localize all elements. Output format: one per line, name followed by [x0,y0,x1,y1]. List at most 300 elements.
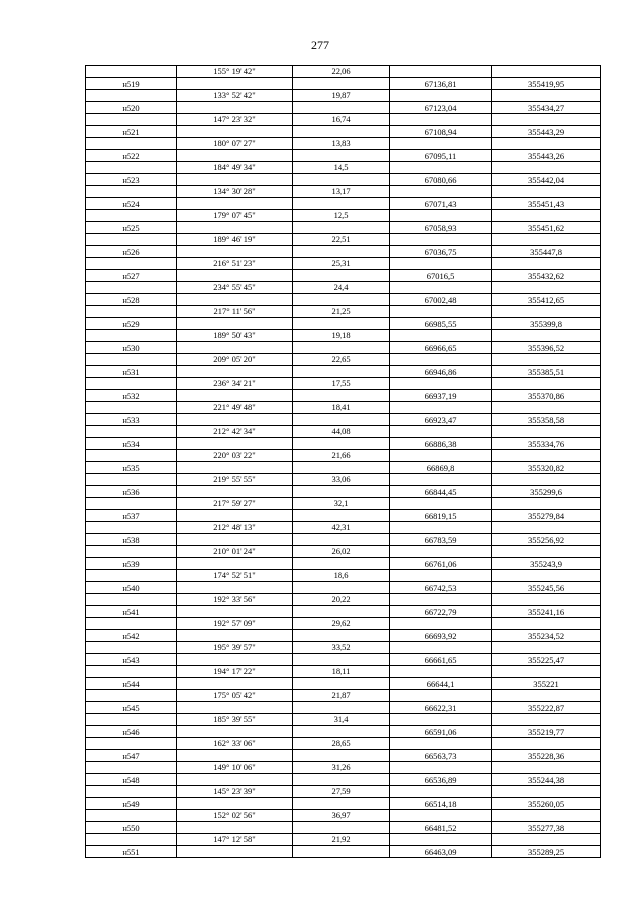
angle-cell [177,150,293,162]
distance-cell [293,150,390,162]
point-name-cell [86,258,177,270]
angle-cell: 155° 19' 42" [177,66,293,78]
y-coordinate-cell: 355256,92 [492,534,601,546]
x-coordinate-cell: 66966,65 [390,342,492,354]
y-coordinate-cell [492,522,601,534]
distance-cell: 21,87 [293,690,390,702]
y-coordinate-cell: 355243,9 [492,558,601,570]
segment-row [86,810,601,822]
angle-cell [177,606,293,618]
distance-cell: 32,1 [293,498,390,510]
y-coordinate-cell: 355432,62 [492,270,601,282]
y-coordinate-cell [492,378,601,390]
distance-cell [293,78,390,90]
y-coordinate-cell [492,162,601,174]
y-coordinate-cell [492,426,601,438]
distance-cell [293,270,390,282]
segment-row [86,474,601,486]
angle-cell [177,366,293,378]
angle-cell: 194° 17' 22" [177,666,293,678]
distance-cell [293,246,390,258]
distance-cell: 31,26 [293,762,390,774]
segment-row [86,330,601,342]
page-number: 277 [311,38,329,52]
x-coordinate-cell [390,234,492,246]
coordinates-table [85,65,601,858]
distance-cell: 22,65 [293,354,390,366]
y-coordinate-cell [492,66,601,78]
x-coordinate-cell [390,618,492,630]
point-name-cell [86,138,177,150]
segment-row [86,402,601,414]
point-name-cell: н528 [86,294,177,306]
y-coordinate-cell: 355451,43 [492,198,601,210]
y-coordinate-cell: 355299,6 [492,486,601,498]
point-name-cell [86,594,177,606]
segment-row [86,162,601,174]
y-coordinate-cell [492,186,601,198]
y-coordinate-cell: 355234,52 [492,630,601,642]
y-coordinate-cell [492,594,601,606]
point-name-cell [86,402,177,414]
angle-cell: 216° 51' 23" [177,258,293,270]
point-row [86,270,601,282]
point-name-cell [86,282,177,294]
x-coordinate-cell: 67016,5 [390,270,492,282]
distance-cell [293,534,390,546]
x-coordinate-cell: 66693,92 [390,630,492,642]
segment-row [86,234,601,246]
point-row [86,726,601,738]
y-coordinate-cell [492,354,601,366]
point-name-cell [86,210,177,222]
distance-cell: 13,83 [293,138,390,150]
x-coordinate-cell [390,522,492,534]
angle-cell: 152° 02' 56" [177,810,293,822]
point-name-cell: н522 [86,150,177,162]
segment-row [86,594,601,606]
y-coordinate-cell [492,666,601,678]
point-row [86,102,601,114]
y-coordinate-cell: 355399,8 [492,318,601,330]
x-coordinate-cell: 67036,75 [390,246,492,258]
point-name-cell: н527 [86,270,177,282]
distance-cell: 26,02 [293,546,390,558]
angle-cell [177,582,293,594]
distance-cell: 21,66 [293,450,390,462]
angle-cell: 179° 07' 45" [177,210,293,222]
y-coordinate-cell: 355442,04 [492,174,601,186]
point-name-cell: н548 [86,774,177,786]
x-coordinate-cell: 66661,65 [390,654,492,666]
angle-cell: 133° 52' 42" [177,90,293,102]
distance-cell: 17,55 [293,378,390,390]
x-coordinate-cell: 66923,47 [390,414,492,426]
y-coordinate-cell: 355320,82 [492,462,601,474]
point-name-cell [86,186,177,198]
point-name-cell [86,330,177,342]
distance-cell [293,486,390,498]
y-coordinate-cell: 355396,52 [492,342,601,354]
x-coordinate-cell: 66761,06 [390,558,492,570]
distance-cell [293,606,390,618]
segment-row [86,498,601,510]
point-name-cell: н547 [86,750,177,762]
point-row [86,198,601,210]
x-coordinate-cell: 67108,94 [390,126,492,138]
point-name-cell: н537 [86,510,177,522]
angle-cell: 174° 52' 51" [177,570,293,582]
x-coordinate-cell [390,282,492,294]
distance-cell: 33,52 [293,642,390,654]
angle-cell: 145° 23' 39" [177,786,293,798]
distance-cell: 14,5 [293,162,390,174]
angle-cell: 189° 50' 43" [177,330,293,342]
x-coordinate-cell [390,762,492,774]
y-coordinate-cell: 355370,86 [492,390,601,402]
segment-row [86,378,601,390]
point-row [86,294,601,306]
x-coordinate-cell: 66742,53 [390,582,492,594]
angle-cell [177,750,293,762]
distance-cell [293,222,390,234]
segment-row [86,714,601,726]
angle-cell [177,102,293,114]
segment-row [86,642,601,654]
angle-cell: 209° 05' 20" [177,354,293,366]
y-coordinate-cell: 355245,56 [492,582,601,594]
angle-cell [177,438,293,450]
angle-cell [177,342,293,354]
y-coordinate-cell: 355279,84 [492,510,601,522]
point-row [86,390,601,402]
point-name-cell [86,522,177,534]
angle-cell: 210° 01' 24" [177,546,293,558]
y-coordinate-cell: 355241,16 [492,606,601,618]
point-name-cell: н536 [86,486,177,498]
angle-cell [177,510,293,522]
point-row [86,246,601,258]
x-coordinate-cell: 67123,04 [390,102,492,114]
distance-cell: 29,62 [293,618,390,630]
y-coordinate-cell [492,570,601,582]
y-coordinate-cell: 355419,95 [492,78,601,90]
angle-cell: 212° 48' 13" [177,522,293,534]
segment-row [86,210,601,222]
x-coordinate-cell: 66463,09 [390,846,492,858]
segment-row [86,138,601,150]
distance-cell: 20,22 [293,594,390,606]
distance-cell: 24,4 [293,282,390,294]
point-name-cell: н524 [86,198,177,210]
segment-row [86,522,601,534]
y-coordinate-cell [492,834,601,846]
point-row [86,798,601,810]
angle-cell [177,78,293,90]
distance-cell [293,462,390,474]
point-name-cell: н529 [86,318,177,330]
angle-cell: 195° 39' 57" [177,642,293,654]
y-coordinate-cell: 355228,36 [492,750,601,762]
x-coordinate-cell: 66783,59 [390,534,492,546]
angle-cell [177,846,293,858]
point-name-cell [86,234,177,246]
distance-cell: 18,41 [293,402,390,414]
y-coordinate-cell [492,306,601,318]
angle-cell [177,462,293,474]
point-row [86,438,601,450]
x-coordinate-cell [390,642,492,654]
y-coordinate-cell [492,546,601,558]
distance-cell: 27,59 [293,786,390,798]
x-coordinate-cell: 66481,52 [390,822,492,834]
segment-row [86,570,601,582]
angle-cell [177,534,293,546]
y-coordinate-cell [492,258,601,270]
point-name-cell [86,114,177,126]
segment-row [86,354,601,366]
point-name-cell: н525 [86,222,177,234]
distance-cell: 13,17 [293,186,390,198]
point-row [86,582,601,594]
point-row [86,78,601,90]
angle-cell: 217° 11' 56" [177,306,293,318]
angle-cell: 175° 05' 42" [177,690,293,702]
segment-row [86,762,601,774]
distance-cell: 25,31 [293,258,390,270]
segment-row [86,186,601,198]
x-coordinate-cell [390,90,492,102]
distance-cell [293,366,390,378]
segment-row [86,282,601,294]
distance-cell: 44,08 [293,426,390,438]
segment-row [86,114,601,126]
y-coordinate-cell [492,282,601,294]
y-coordinate-cell: 355443,29 [492,126,601,138]
point-name-cell [86,810,177,822]
segment-row [86,306,601,318]
x-coordinate-cell: 67095,11 [390,150,492,162]
y-coordinate-cell [492,114,601,126]
distance-cell: 18,6 [293,570,390,582]
distance-cell: 21,92 [293,834,390,846]
point-row [86,342,601,354]
point-name-cell [86,66,177,78]
x-coordinate-cell [390,426,492,438]
point-row [86,222,601,234]
distance-cell: 31,4 [293,714,390,726]
y-coordinate-cell [492,690,601,702]
y-coordinate-cell: 355244,38 [492,774,601,786]
point-name-cell: н540 [86,582,177,594]
distance-cell [293,582,390,594]
point-name-cell: н544 [86,678,177,690]
angle-cell [177,822,293,834]
point-name-cell [86,306,177,318]
point-row [86,822,601,834]
y-coordinate-cell: 355358,58 [492,414,601,426]
coordinates-table-body [86,66,601,858]
distance-cell [293,174,390,186]
point-row [86,174,601,186]
point-name-cell [86,546,177,558]
segment-row [86,258,601,270]
y-coordinate-cell: 355289,25 [492,846,601,858]
x-coordinate-cell [390,714,492,726]
x-coordinate-cell: 66644,1 [390,678,492,690]
y-coordinate-cell: 355222,87 [492,702,601,714]
distance-cell [293,558,390,570]
x-coordinate-cell [390,306,492,318]
point-name-cell [86,90,177,102]
angle-cell [177,678,293,690]
x-coordinate-cell: 67058,93 [390,222,492,234]
angle-cell [177,246,293,258]
x-coordinate-cell: 66844,45 [390,486,492,498]
x-coordinate-cell [390,210,492,222]
angle-cell [177,318,293,330]
x-coordinate-cell [390,474,492,486]
y-coordinate-cell [492,738,601,750]
distance-cell [293,198,390,210]
y-coordinate-cell: 355277,38 [492,822,601,834]
angle-cell: 212° 42' 34" [177,426,293,438]
distance-cell [293,342,390,354]
angle-cell [177,798,293,810]
segment-row [86,618,601,630]
x-coordinate-cell: 66722,79 [390,606,492,618]
segment-row [86,786,601,798]
distance-cell [293,750,390,762]
x-coordinate-cell [390,378,492,390]
x-coordinate-cell [390,450,492,462]
point-name-cell: н539 [86,558,177,570]
angle-cell [177,558,293,570]
point-name-cell [86,738,177,750]
segment-row [86,66,601,78]
distance-cell [293,678,390,690]
angle-cell: 192° 57' 09" [177,618,293,630]
y-coordinate-cell: 355412,65 [492,294,601,306]
angle-cell: 147° 23' 32" [177,114,293,126]
point-row [86,150,601,162]
point-name-cell: н526 [86,246,177,258]
point-name-cell [86,498,177,510]
x-coordinate-cell [390,834,492,846]
angle-cell: 184° 49' 34" [177,162,293,174]
y-coordinate-cell [492,786,601,798]
angle-cell [177,486,293,498]
point-name-cell [86,162,177,174]
distance-cell [293,318,390,330]
x-coordinate-cell [390,354,492,366]
x-coordinate-cell [390,738,492,750]
distance-cell [293,726,390,738]
x-coordinate-cell: 66869,8 [390,462,492,474]
point-name-cell: н545 [86,702,177,714]
point-row [86,630,601,642]
y-coordinate-cell [492,762,601,774]
y-coordinate-cell [492,90,601,102]
angle-cell: 219° 55' 55" [177,474,293,486]
distance-cell [293,630,390,642]
point-name-cell: н534 [86,438,177,450]
point-name-cell: н550 [86,822,177,834]
angle-cell: 147° 12' 58" [177,834,293,846]
x-coordinate-cell [390,546,492,558]
point-row [86,558,601,570]
x-coordinate-cell [390,498,492,510]
distance-cell: 22,06 [293,66,390,78]
y-coordinate-cell: 355221 [492,678,601,690]
x-coordinate-cell: 66563,73 [390,750,492,762]
distance-cell: 22,51 [293,234,390,246]
x-coordinate-cell: 66985,55 [390,318,492,330]
distance-cell [293,654,390,666]
point-row [86,126,601,138]
distance-cell: 18,11 [293,666,390,678]
segment-row [86,738,601,750]
point-name-cell [86,474,177,486]
point-name-cell [86,690,177,702]
point-row [86,462,601,474]
angle-cell [177,654,293,666]
y-coordinate-cell [492,474,601,486]
x-coordinate-cell [390,66,492,78]
x-coordinate-cell: 67002,48 [390,294,492,306]
angle-cell: 189° 46' 19" [177,234,293,246]
y-coordinate-cell [492,450,601,462]
point-name-cell: н531 [86,366,177,378]
angle-cell [177,174,293,186]
y-coordinate-cell [492,234,601,246]
y-coordinate-cell: 355385,51 [492,366,601,378]
x-coordinate-cell [390,666,492,678]
y-coordinate-cell: 355434,27 [492,102,601,114]
angle-cell: 217° 59' 27" [177,498,293,510]
point-row [86,366,601,378]
x-coordinate-cell [390,570,492,582]
point-row [86,702,601,714]
point-name-cell [86,378,177,390]
point-name-cell [86,354,177,366]
x-coordinate-cell [390,402,492,414]
y-coordinate-cell [492,138,601,150]
distance-cell: 36,97 [293,810,390,822]
x-coordinate-cell [390,138,492,150]
distance-cell: 28,65 [293,738,390,750]
point-row [86,510,601,522]
point-name-cell: н538 [86,534,177,546]
point-name-cell [86,642,177,654]
point-name-cell: н533 [86,414,177,426]
y-coordinate-cell: 355443,26 [492,150,601,162]
angle-cell: 220° 03' 22" [177,450,293,462]
x-coordinate-cell: 66819,15 [390,510,492,522]
y-coordinate-cell [492,618,601,630]
point-name-cell: н519 [86,78,177,90]
angle-cell: 149° 10' 06" [177,762,293,774]
point-name-cell: н543 [86,654,177,666]
segment-row [86,546,601,558]
distance-cell [293,390,390,402]
segment-row [86,666,601,678]
distance-cell [293,126,390,138]
y-coordinate-cell: 355225,47 [492,654,601,666]
angle-cell: 221° 49' 48" [177,402,293,414]
distance-cell [293,294,390,306]
y-coordinate-cell [492,330,601,342]
